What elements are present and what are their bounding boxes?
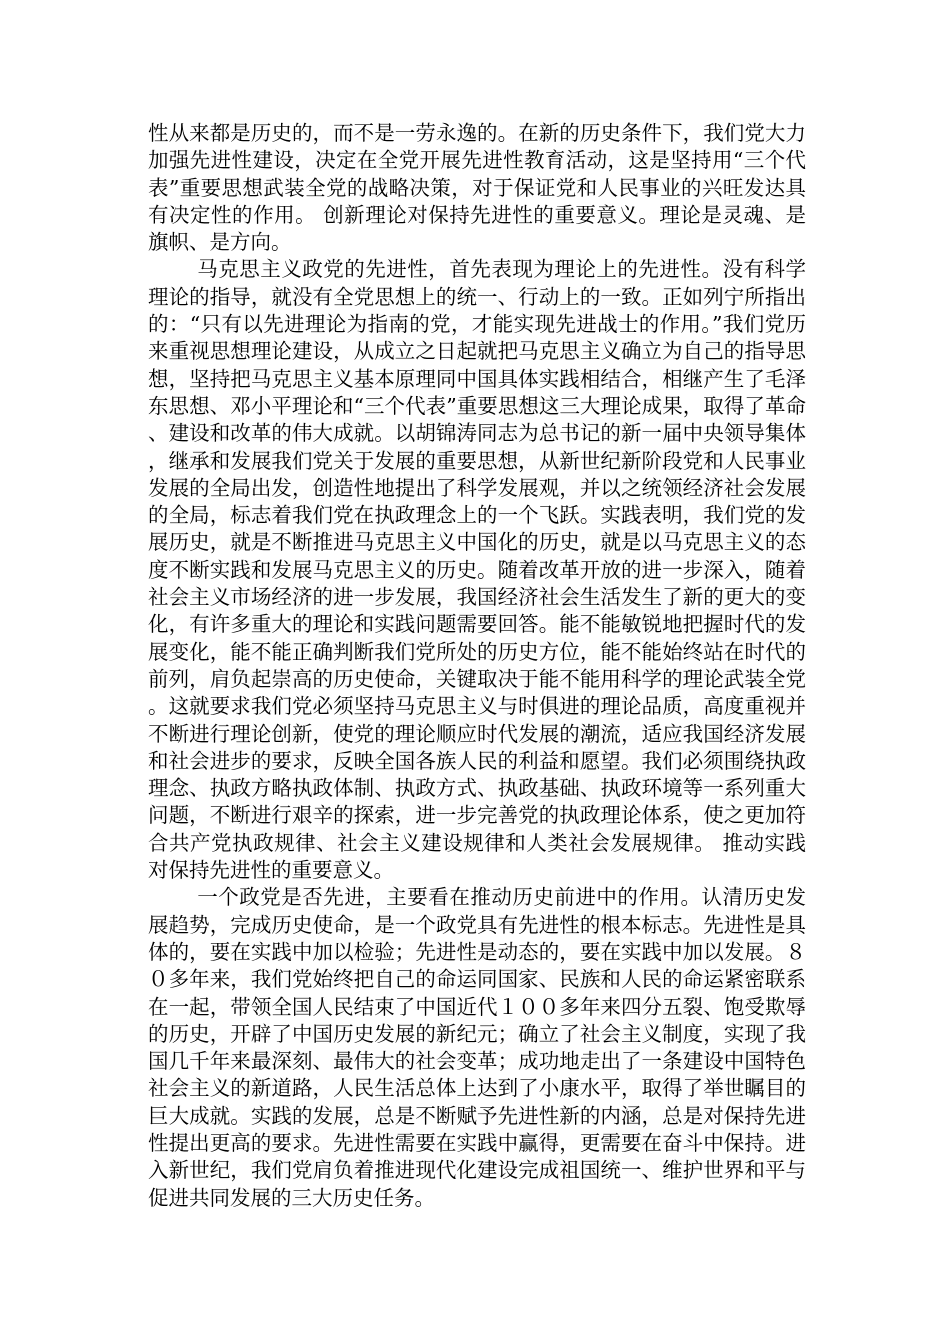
paragraph-2: 马克思主义政党的先进性，首先表现为理论上的先进性。没有科学理论的指导，就没有全党思想上的统一、行动上的一致。正如列宁所指出的：“只有以先进理论为指南的党，才能实现先进战士的作用。”我们党历来重视思想理论建设，从成立之日起就把马克思主义确立为自己的指导思想，坚持把马克思主义基本原理同中国具体实践相结合，相继产生了毛泽东思想、邓小平理论和“三个代表”重要思想这三大理论成果，取得了革命、建设和改革的伟大成就。以胡锦涛同志为总书记的新一届中央领导集体，继承和发展我们党关于发展的重要思想，从新世纪新阶段党和人民事业发展的全局出发，创造性地提出了科学发展观，并以之统领经济社会发展的全局，标志着我们党在执政理念上的一个飞跃。实践表明，我们党的发展历史，就是不断推进马克思主义中国化的历史，就是以马克思主义的态度不断实践和发展马克思主义的历史。随着改革开放的进一步深入，随着社会主义市场经济的进一步发展，我国经济社会生活发生了新的更大的变化，有许多重大的理论和实践问题需要回答。能不能敏锐地把握时代的发展变化，能不能正确判断我们党所处的历史方位，能不能始终站在时代的前列，肩负起崇高的历史使命，关键取决于能不能用科学的理论武装全党。这就要求我们党必须坚持马克思主义与时俱进的理论品质，高度重视并不断进行理论创新，使党的理论顺应时代发展的潮流，适应我国经济发展和社会进步的要求，反映全国各族人民的利益和愿望。我们必须围绕执政理念、执政方略执政体制、执政方式、执政基础、执政环境等一系列重大问题，不断进行艰辛的探索，进一步完善党的执政理论体系，使之更加符合共产党执政规律、社会主义建设规律和人类社会发展规律。 推动实践对保持先进性的重要意义。 — [148, 257, 806, 883]
paragraph-1: 性从来都是历史的，而不是一劳永逸的。在新的历史条件下，我们党大力加强先进性建设，决定在全党开展先进性教育活动，这是坚持用“三个代表”重要思想武装全党的战略决策，对于保证党和人民事业的兴旺发达具有决定性的作用。 创新理论对保持先进性的重要意义。理论是灵魂、是旗帜、是方向。 — [148, 121, 806, 255]
document-body — [148, 120, 806, 1212]
paragraph-3: 一个政党是否先进，主要看在推动历史前进中的作用。认清历史发展趋势，完成历史使命，是一个政党具有先进性的根本标志。先进性是具体的，要在实践中加以检验；先进性是动态的，要在实践中加以发展。８０多年来，我们党始终把自己的命运同国家、民族和人民的命运紧密联系在一起，带领全国人民结束了中国近代１００多年来四分五裂、饱受欺辱的历史，开辟了中国历史发展的新纪元；确立了社会主义制度，实现了我国几千年来最深刻、最伟大的社会变革；成功地走出了一条建设中国特色社会主义的新道路，人民生活总体上达到了小康水平，取得了举世瞩目的巨大成就。实践的发展，总是不断赋予先进性新的内涵，总是对保持先进性提出更高的要求。先进性需要在实践中赢得，更需要在奋斗中保持。进入新世纪，我们党肩负着推进现代化建设完成祖国统一、维护世界和平与促进共同发展的三大历史任务。 — [148, 885, 806, 1210]
